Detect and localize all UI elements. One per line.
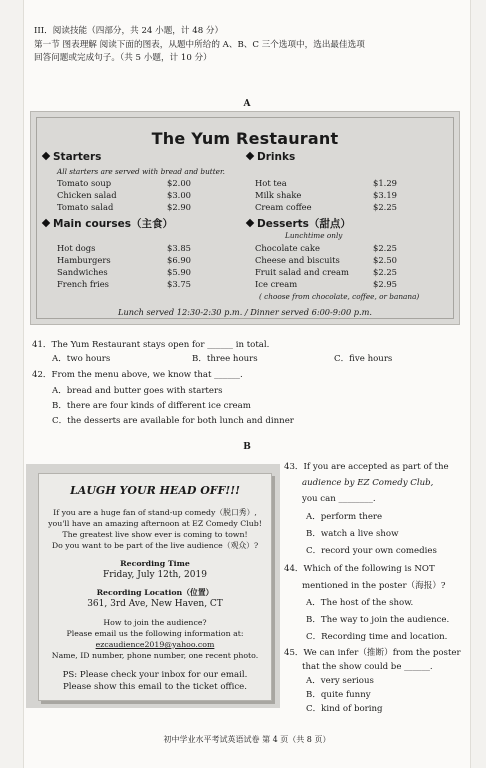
- poster-intro-line: you'll have an amazing afternoon at EZ Comedy Club!: [48, 519, 262, 528]
- recording-location: 361, 3rd Ave, New Haven, CT: [87, 599, 223, 609]
- contact-email-link[interactable]: ezcaudience2019@yahoo.com: [95, 640, 215, 649]
- menu-item-name: Tomato soup: [57, 178, 112, 188]
- menu-item-price: $2.25: [373, 267, 397, 277]
- q42-option-a: A．bread and butter goes with starters: [52, 386, 223, 396]
- q43-option-b: B．watch a live show: [306, 529, 399, 539]
- q45-option-b: B．quite funny: [306, 690, 371, 700]
- desserts-note: Lunchtime only: [285, 231, 343, 240]
- section-b-label: B: [243, 442, 251, 452]
- required-info: Name, ID number, phone number, one recent photo.: [51, 651, 259, 660]
- poster-intro-line: The greatest live show ever is coming to town!: [62, 530, 248, 539]
- poster-intro-line: If you are a huge fan of stand-up comedy（脱口秀）,: [53, 508, 257, 517]
- question-44-line2: mentioned in the poster（海报）?: [302, 581, 446, 591]
- comedy-poster: [26, 464, 280, 708]
- question-44: 44．Which of the following is NOT: [284, 564, 435, 574]
- q41-option-c: C．five hours: [334, 354, 393, 364]
- q43-option-a: A．perform there: [306, 512, 383, 522]
- service-hours: Lunch served 12:30-2:30 p.m. / Dinner served 6:00-9:00 p.m.: [118, 307, 372, 317]
- ice-cream-note: ( choose from chocolate, coffee, or banana): [259, 292, 420, 301]
- menu-item-price: $2.95: [373, 279, 397, 289]
- menu-item-name: Milk shake: [255, 190, 302, 200]
- menu-item-name: Cheese and biscuits: [255, 255, 340, 265]
- ps-line: PS: Please check your inbox for our email.: [62, 670, 248, 680]
- question-43-line3: you can ________.: [302, 494, 376, 504]
- menu-item-name: Fruit salad and cream: [255, 267, 349, 277]
- diamond-bullet-icon: [246, 152, 254, 160]
- menu-item-price: $2.00: [167, 178, 191, 188]
- menu-item-price: $1.29: [373, 178, 397, 188]
- menu-item-price: $6.90: [167, 255, 191, 265]
- question-43-line2: audience by EZ Comedy Club,: [302, 478, 434, 488]
- restaurant-menu: [30, 111, 460, 325]
- poster-title: LAUGH YOUR HEAD OFF!!!: [70, 484, 240, 497]
- q42-option-c: C．the desserts are available for both lunch and dinner: [52, 416, 294, 426]
- menu-item-name: Tomato salad: [57, 202, 114, 212]
- ps-line: Please show this email to the ticket office.: [63, 682, 247, 692]
- menu-item-name: Hamburgers: [57, 255, 111, 265]
- q44-option-b: B．The way to join the audience.: [306, 615, 450, 625]
- exam-page: [24, 0, 470, 768]
- menu-item-name: Cream coffee: [255, 202, 312, 212]
- join-question: How to join the audience?: [103, 618, 207, 627]
- join-instructions: Please email us the following information at:: [66, 629, 244, 638]
- menu-item-price: $2.50: [373, 255, 397, 265]
- question-45-line2: that the show could be ______.: [302, 662, 433, 672]
- menu-item-price: $3.85: [167, 243, 191, 253]
- recording-time: Friday, July 12th, 2019: [103, 570, 207, 580]
- section-a-label: A: [243, 99, 251, 109]
- menu-item-name: Sandwiches: [57, 267, 108, 277]
- page-footer: 初中学业水平考试英语试卷 第 4 页（共 8 页）: [163, 735, 331, 744]
- menu-item-name: French fries: [57, 279, 109, 289]
- starters-heading: Starters: [43, 151, 101, 163]
- menu-item-price: $2.25: [373, 243, 397, 253]
- menu-item-name: Hot dogs: [57, 243, 96, 253]
- diamond-bullet-icon: [42, 219, 50, 227]
- menu-title: The Yum Restaurant: [151, 129, 339, 148]
- q42-option-b: B．there are four kinds of different ice cream: [52, 401, 251, 411]
- q44-option-a: A．The host of the show.: [306, 598, 414, 608]
- drinks-heading: Drinks: [247, 151, 295, 163]
- q44-option-c: C．Recording time and location.: [306, 632, 448, 642]
- menu-item-price: $5.90: [167, 267, 191, 277]
- part-instructions-line1: 第一节 图表理解 阅读下面的图表，从题中所给的 A、B、C 三个选项中，选出最佳选项: [34, 40, 365, 50]
- diamond-bullet-icon: [246, 219, 254, 227]
- diamond-bullet-icon: [42, 152, 50, 160]
- question-41: 41．The Yum Restaurant stays open for ______ in total.: [32, 340, 270, 350]
- menu-item-name: Chicken salad: [57, 190, 117, 200]
- poster-card: [38, 473, 272, 701]
- q41-option-a: A．two hours: [52, 354, 111, 364]
- desserts-heading: Desserts（甜点）: [247, 216, 351, 231]
- main-courses-heading: Main courses（主食）: [43, 216, 173, 231]
- q45-option-a: A．very serious: [306, 676, 374, 686]
- menu-item-price: $2.25: [373, 202, 397, 212]
- part-instructions-line2: 回答问题或完成句子。（共 5 小题，计 10 分）: [34, 53, 212, 63]
- recording-time-label: Recording Time: [120, 559, 190, 568]
- menu-item-price: $3.19: [373, 190, 397, 200]
- menu-item-price: $2.90: [167, 202, 191, 212]
- menu-item-name: Hot tea: [255, 178, 287, 188]
- question-42: 42．From the menu above, we know that ______.: [32, 370, 243, 380]
- starters-note: All starters are served with bread and butter.: [57, 167, 225, 176]
- poster-intro-line: Do you want to be part of the live audience（观众）?: [51, 541, 259, 550]
- q45-option-c: C．kind of boring: [306, 704, 383, 714]
- section-heading: III．阅读技能（四部分，共 24 小题，计 48 分）: [34, 26, 224, 36]
- question-43: 43．If you are accepted as part of the: [284, 462, 449, 472]
- recording-location-label: Recording Location（位置）: [96, 588, 214, 597]
- menu-item-name: Ice cream: [255, 279, 298, 289]
- menu-item-name: Chocolate cake: [255, 243, 320, 253]
- question-45: 45．We can infer（推断）from the poster: [284, 648, 461, 658]
- q41-option-b: B．three hours: [192, 354, 258, 364]
- menu-item-price: $3.75: [167, 279, 191, 289]
- menu-item-price: $3.00: [167, 190, 191, 200]
- q43-option-c: C．record your own comedies: [306, 546, 437, 556]
